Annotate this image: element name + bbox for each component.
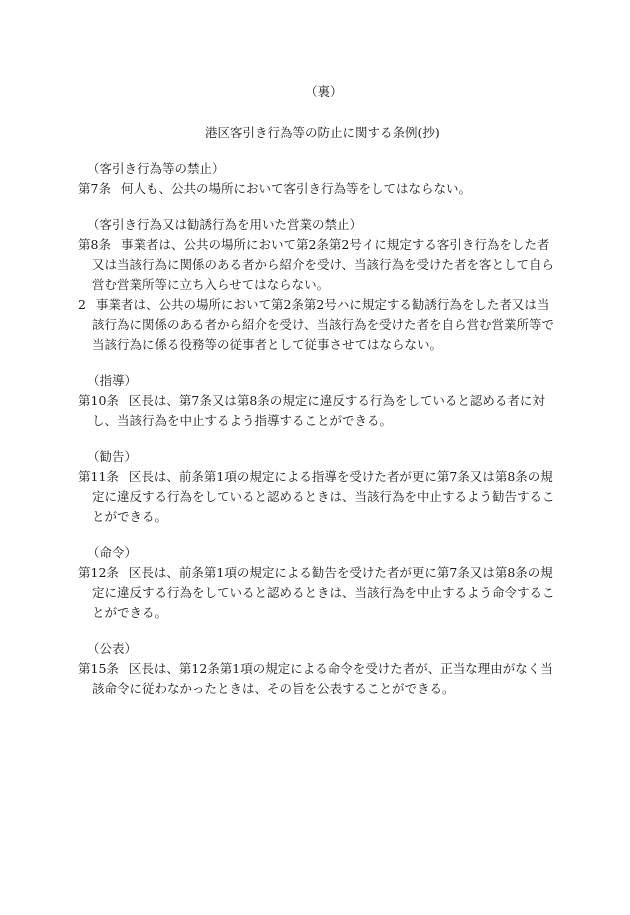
article-caption: （客引き行為等の禁止）: [87, 161, 225, 176]
article-text: 何人も、公共の場所において客引き行為等をしてはならない。: [120, 181, 471, 196]
article-number: 第10条: [78, 393, 119, 408]
article-paragraph: [78, 391, 558, 431]
article-number: 第11条: [78, 469, 119, 484]
section-article-12: [78, 543, 558, 623]
article-number: 第12条: [78, 565, 119, 580]
article-text: 区長は、第12条第1項の規定による命令を受けた者が、正当な理由がなく当該命令に従わなかったときは、その旨を公表することができる。: [92, 661, 553, 696]
article-number: 第8条: [78, 237, 111, 252]
article-caption: （勧告）: [87, 449, 138, 464]
section-article-11: [78, 447, 558, 527]
paragraph-text: 事業者は、公共の場所において第2条第2号ハに規定する勧誘行為をした者又は当該行為に関係のある者から紹介を受け、当該行為を受けた者を自ら営む営業所等で当該行為に係る役務等の従事者として従事させてはならない。: [92, 297, 555, 352]
document-title: 港区客引き行為等の防止に関する条例(抄): [205, 125, 440, 140]
article-text: 区長は、前条第1項の規定による指導を受けた者が更に第7条又は第8条の規定に違反する行為をしていると認めるときは、当該行為を中止するよう勧告することができる。: [92, 469, 555, 524]
article-paragraph: [78, 179, 558, 199]
article-caption: （公表）: [87, 641, 138, 656]
page-side-label: （裏）: [305, 84, 343, 99]
article-subparagraph: [78, 295, 558, 355]
article-text: 事業者は、公共の場所において第2条第2号イに規定する客引き行為をした者又は当該行為に関係のある者から紹介を受け、当該行為を受けた者を客として自ら営む営業所等に立ち入らせてはならない。: [92, 237, 555, 292]
article-caption: （指導）: [87, 373, 138, 388]
article-paragraph: [78, 467, 558, 527]
article-caption: （客引き行為又は勧誘行為を用いた営業の禁止）: [87, 217, 363, 232]
section-article-8: [78, 215, 558, 355]
article-number: 第7条: [78, 181, 111, 196]
ordinance-body: [78, 159, 558, 715]
paragraph-number: 2: [78, 297, 86, 312]
article-number: 第15条: [78, 661, 119, 676]
article-paragraph: [78, 563, 558, 623]
article-text: 区長は、第7条又は第8条の規定に違反する行為をしていると認める者に対し、当該行為を中止するよう指導することができる。: [92, 393, 545, 428]
article-paragraph: [78, 235, 558, 295]
section-article-10: [78, 371, 558, 431]
section-article-7: [78, 159, 558, 199]
section-article-15: [78, 639, 558, 699]
article-paragraph: [78, 659, 558, 699]
article-caption: （命令）: [87, 545, 138, 560]
article-text: 区長は、前条第1項の規定による勧告を受けた者が更に第7条又は第8条の規定に違反する行為をしていると認めるときは、当該行為を中止するよう命令することができる。: [92, 565, 555, 620]
